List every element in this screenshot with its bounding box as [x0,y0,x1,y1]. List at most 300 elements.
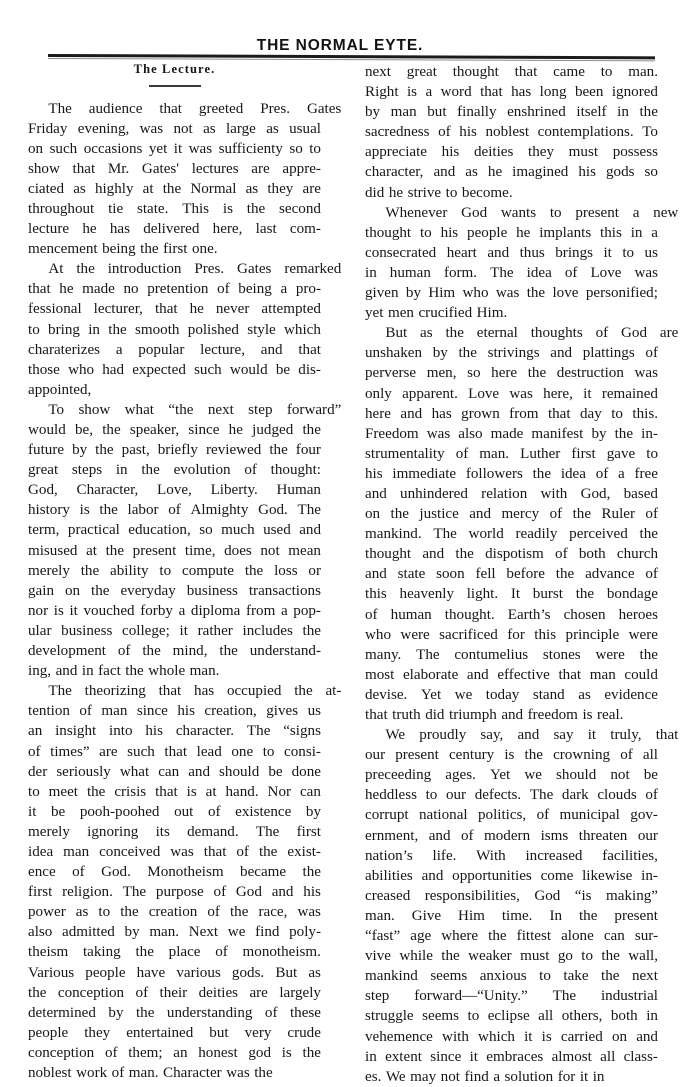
right-column-body [365,62,679,1087]
word: he [228,422,243,438]
word: monotheism. [242,944,321,961]
word: the [578,907,598,924]
text-line [28,380,321,400]
word: were [595,646,625,663]
word: much [221,522,255,539]
word: to [539,968,551,985]
word: by [305,803,321,820]
word: strivings [487,345,540,362]
word: of [438,124,451,141]
word: the [601,968,620,985]
word: the [302,1044,321,1061]
word: from [245,602,276,619]
word: it [603,244,612,261]
word: of [645,566,658,583]
text-line [365,142,658,162]
word: to [581,948,594,965]
word: the [458,345,477,362]
word: personified; [585,285,658,302]
word: isms [540,827,569,844]
word: devise. [365,686,408,703]
word: of [79,703,92,720]
word: day [580,405,602,422]
word: the [135,944,154,961]
word: all [642,747,658,764]
word: pretention [147,281,209,298]
word: become. [461,184,513,201]
word: the [601,948,620,965]
word: or [308,562,321,579]
word: brings [555,244,593,261]
word: lead [196,743,222,760]
word: crowning [553,747,611,764]
word: the [141,462,160,479]
word: lectures [191,160,239,177]
text-line [365,424,658,444]
word: of [111,1065,125,1081]
word: effective [497,666,550,683]
word: one. [191,241,218,258]
word: by [405,285,421,302]
text-line [365,444,658,464]
word: mankind. [365,526,422,543]
word: of [117,643,131,660]
text-line [365,343,658,363]
word: was [634,365,658,382]
text-line [28,902,321,922]
word: are [99,743,118,760]
word: to [28,783,40,800]
word: gods. [231,964,265,981]
word: by [124,924,140,941]
word: today [485,686,520,703]
word: was [297,904,321,921]
word: creation, [204,703,257,720]
word: industrial [600,988,658,1005]
word: Gates' [141,160,180,177]
word: be, [74,422,93,438]
word: at- [325,683,342,700]
word: in [81,663,94,680]
word: politics, [477,807,527,824]
word: Character, [76,482,139,499]
word: they [267,180,294,197]
word: of [215,944,228,961]
word: done [291,763,321,780]
word: heart [446,244,477,261]
word: der [28,763,48,780]
word: Love, [157,482,192,499]
word: poly- [289,924,321,941]
word: he [487,164,503,181]
text-line [28,520,321,540]
word: last [255,221,277,238]
word: the [142,643,161,660]
word: Next [188,924,219,941]
word: next [207,401,234,418]
word: no [123,281,139,298]
word: that [655,727,679,744]
word: But [275,964,298,981]
text-line [28,440,321,460]
word: deities [473,144,514,161]
word: thought. [444,606,495,623]
word: be [50,803,66,820]
word: would [229,361,268,378]
word: chosen [563,606,606,623]
word: time. [501,907,533,924]
word: purpose [155,884,204,901]
word: real. [597,707,624,723]
word: mercy [501,506,540,523]
word: is [186,783,197,800]
text-line [28,480,321,500]
text-line [28,641,321,661]
word: “is [574,887,592,904]
word: the [254,1065,273,1081]
word: es. [365,1068,382,1085]
word: was [226,1065,250,1081]
word: man. [189,663,220,680]
text-line [365,745,658,765]
word: implants [539,224,592,241]
text-line [28,762,321,782]
word: Earth’s [507,606,551,623]
word: be [275,361,291,378]
word: to [419,224,432,241]
word: are [302,180,321,197]
word: can [603,928,625,945]
word: defects. [474,787,522,804]
word: thought [365,546,412,563]
word: must [568,144,599,161]
word: but [209,1024,229,1041]
word: it [469,1048,478,1065]
word: be [643,767,658,784]
word: appointed, [28,381,92,398]
paragraph [28,681,342,1083]
word: its [155,823,170,840]
word: is [53,602,64,619]
word: his [578,164,596,181]
word: fact [98,663,121,680]
word: at [86,542,97,559]
word: that [365,707,388,723]
word: of [620,747,633,764]
word: not [610,767,630,784]
word: polished [187,321,239,338]
word: this [534,626,557,643]
word: mencement [28,241,98,258]
word: The [433,526,457,543]
column-left [28,62,342,1087]
word: four [295,442,321,459]
word: and [466,666,489,683]
text-line [28,159,321,179]
publication-title: THE NORMAL EYTE. [256,37,424,54]
word: business [186,582,238,599]
text-line [365,625,658,645]
word: theism [28,944,69,961]
word: an [173,1044,188,1061]
word: fell [475,566,496,583]
word: thought: [270,462,321,479]
word: a [280,602,288,619]
word: could [624,666,658,683]
word: evolution [173,462,231,479]
word: appre- [282,160,321,177]
word: to [445,184,458,201]
word: lecturer, [93,301,143,318]
word: has [511,84,532,101]
word: of [595,325,609,342]
word: the [105,542,125,559]
word: by [108,1004,124,1021]
word: whole [148,663,186,680]
word: transactions [248,582,321,599]
word: are [249,984,268,1001]
word: The [246,723,271,740]
word: dark [561,787,589,804]
word: to [622,244,635,261]
text-line [365,605,658,625]
word: grown [461,405,500,422]
word: God [235,884,262,901]
word: so [289,140,303,157]
paragraph [365,725,679,1087]
word: soon [436,566,465,583]
word: idea [526,264,552,281]
word: made [490,425,524,442]
word: and [501,707,524,723]
text-line [28,1023,321,1043]
word: the [269,442,288,459]
word: smooth [135,321,180,338]
word: has [194,683,215,700]
text-line [28,340,321,360]
word: was [426,425,451,442]
word: on [611,1028,628,1045]
text-line [365,484,658,504]
word: remarked [284,261,342,278]
word: is [406,84,418,101]
text-line [365,62,658,82]
text-line [365,725,678,745]
word: evening, [77,120,130,137]
word: may [410,1068,437,1085]
left-column-body [28,99,342,1084]
word: advance [585,566,635,583]
word: of [104,1044,118,1061]
word: and [433,164,456,181]
word: unshaken [365,345,423,362]
column-right [365,62,679,1087]
word: To [642,124,658,141]
word: time, [184,542,216,559]
word: man [63,843,90,860]
word: the [639,646,658,663]
word: our [637,827,658,844]
word: the [80,562,100,579]
word: man. [628,64,658,80]
word: Gates [306,100,342,117]
word: he [388,184,404,201]
word: “signs [283,723,321,740]
text-line [28,742,321,762]
word: used [263,522,291,539]
word: burst [532,586,563,603]
word: word [440,84,472,101]
word: With [476,847,506,864]
word: find [255,924,280,941]
word: state [397,566,426,583]
text-line [365,363,658,383]
word: Almighty [190,502,249,519]
word: The [416,646,440,663]
word: Love [590,264,622,281]
word: love [552,285,579,302]
word: this. [632,405,658,422]
word: that [154,301,178,318]
word: that [480,84,503,101]
word: bondage [606,586,658,603]
word: and [260,341,283,358]
word: seriously [56,763,111,780]
word: of [244,462,257,479]
word: merely [28,562,70,579]
word: vive [365,948,391,965]
text-line [28,922,321,942]
word: in- [641,425,658,442]
word: everyday [120,582,176,599]
word: religion. [62,884,113,901]
word: of [236,843,249,860]
word: hand. [225,783,259,800]
word: form. [443,264,478,281]
word: first [296,823,321,840]
word: with [540,485,568,502]
word: and [428,827,451,844]
word: all [600,1048,616,1065]
word: taking [82,944,121,961]
text-line [365,203,678,223]
word: by [365,104,381,121]
word: “the [168,401,194,418]
word: never [215,301,250,318]
word: such [49,140,78,157]
word: eclipse [487,1008,530,1025]
text-line [365,464,658,484]
word: long [539,84,567,101]
word: Liberty. [210,482,258,499]
word: it [28,803,37,820]
word: ernment, [365,827,419,844]
paragraph [365,323,679,725]
word: his [440,224,459,241]
word: before [506,566,545,583]
word: is [79,502,90,519]
word: is [582,707,593,723]
word: and [636,1028,658,1045]
word: of [595,465,609,482]
word: The [529,787,554,804]
word: of [168,502,181,519]
word: great [28,462,59,479]
word: God. [101,864,131,881]
word: of [645,787,658,804]
word: to [467,1008,480,1025]
word: church [616,546,658,563]
word: pro- [295,281,321,298]
word: they [528,144,555,161]
word: labor [127,502,159,519]
word: of [549,506,563,523]
word: plattings [582,345,635,362]
word: that [203,843,227,860]
word: is [281,1044,292,1061]
word: people [85,964,126,981]
text-line [365,1006,658,1026]
word: men, [426,365,457,382]
text-line [365,524,658,544]
word: conception [28,1044,95,1061]
word: the [162,180,182,197]
text-line [365,785,658,805]
word: crude [287,1024,321,1041]
word: the [91,582,110,599]
word: pooh-poohed [79,803,160,820]
word: nor [28,602,49,619]
word: is [541,1028,552,1045]
word: by [432,345,448,362]
text-line [365,102,658,122]
word: and [188,763,211,780]
text-line [365,384,658,404]
word: of [645,345,658,362]
word: history [28,502,70,519]
word: the [125,663,144,680]
word: gov- [630,807,658,824]
word: In [549,907,563,924]
word: the [572,506,592,523]
text-line [365,946,658,966]
word: man [390,104,417,121]
word: show [78,401,111,418]
text-line [365,223,658,243]
word: expected [132,361,186,378]
word: others, [561,1008,603,1025]
masthead-divider-rule [48,54,655,59]
word: his [177,703,195,720]
word: god [248,1044,272,1061]
word: we [227,924,246,941]
word: forby [140,602,173,619]
text-line [28,1043,321,1063]
word: Love [468,385,500,402]
word: as [203,120,216,137]
word: must [520,948,550,965]
word: was [495,285,520,302]
word: age [410,928,432,945]
word: the [639,104,658,121]
word: in [592,1068,605,1085]
word: judged [252,422,294,438]
word: should [219,763,260,780]
word: finally [457,104,497,121]
word: determined [28,1004,96,1021]
word: education, [128,522,191,539]
text-line [365,886,658,906]
